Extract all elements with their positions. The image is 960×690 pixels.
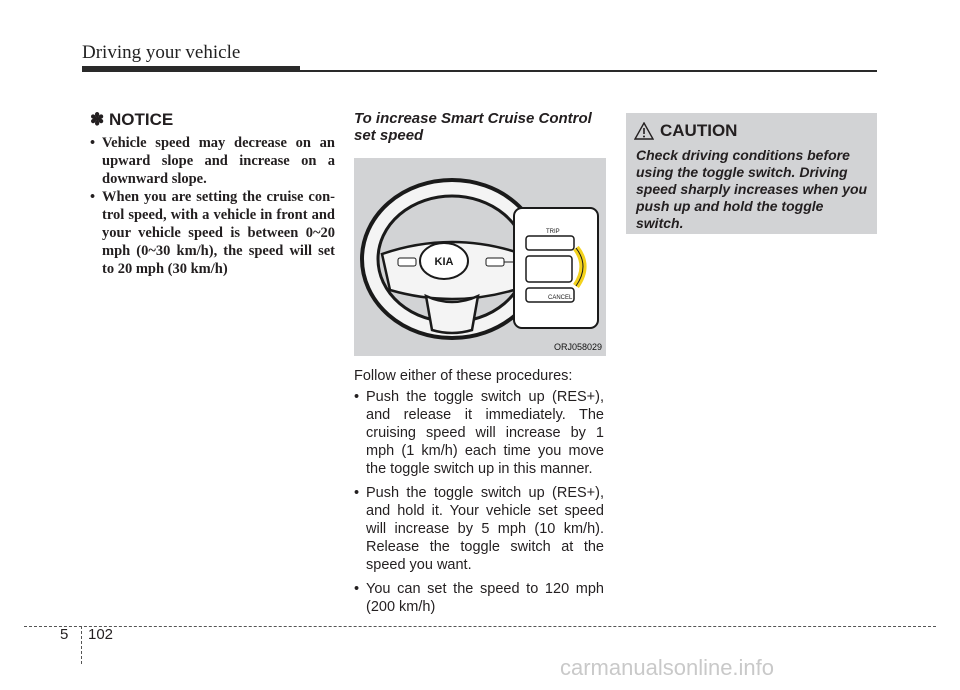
kia-logo: KIA: [434, 256, 454, 268]
page-header-title: Driving your vehicle: [82, 42, 241, 63]
procedure-item: • You can set the speed to 120 mph (200 km/h): [354, 580, 604, 616]
trip-label: TRIP: [546, 229, 560, 235]
notice-item: • Vehicle speed may decrease on an upward slope and increase on a downward slope.: [90, 134, 335, 188]
notice-list: [90, 134, 335, 278]
caution-text: Check driving conditions before using the toggle switch. Driving speed sharply increases when you push up and hold the toggle switch.: [636, 147, 868, 231]
steering-wheel-figure: [354, 158, 606, 356]
footer-rule: [24, 626, 936, 627]
notice-title: ✽ NOTICE: [90, 110, 174, 129]
cancel-label: CANCEL: [548, 295, 573, 301]
caution-title: CAUTION: [660, 121, 738, 140]
procedure-intro: Follow either of these procedures:: [354, 368, 573, 384]
header-bar: [82, 66, 300, 72]
header-rule: [300, 70, 877, 72]
procedure-item: • Push the toggle switch up (RES+), and release it immediately. The cruising speed will increase by 1 mph (1 km/h) each time you move the toggle switch up in this manner.: [354, 388, 604, 478]
figure-code: ORJ058029: [553, 342, 602, 352]
warning-triangle-icon: [634, 122, 654, 140]
chapter-number: 5: [60, 626, 69, 643]
procedure-item: • Push the toggle switch up (RES+), and hold it. Your vehicle set speed will increase by 5 mph (10 km/h). Release the toggle switch at the speed you want.: [354, 484, 604, 574]
page-number: 102: [88, 626, 114, 643]
notice-column: [90, 110, 335, 278]
caution-box: [626, 113, 877, 234]
watermark: carmanualsonline.info: [560, 655, 775, 680]
procedure-list: [354, 388, 604, 616]
procedure-column: [354, 110, 604, 622]
steering-wheel-illustration: [354, 158, 606, 356]
section-title: To increase Smart Cruise Control set speed: [354, 110, 592, 144]
footer-divider: [81, 626, 82, 664]
notice-item: • When you are setting the cruise con- trol speed, with a vehicle in front and your vehicle speed is between 0~20 mph (0~30 km/h), the speed will set to 20 mph (30 km/h): [90, 188, 335, 278]
caution-header: [634, 121, 737, 141]
